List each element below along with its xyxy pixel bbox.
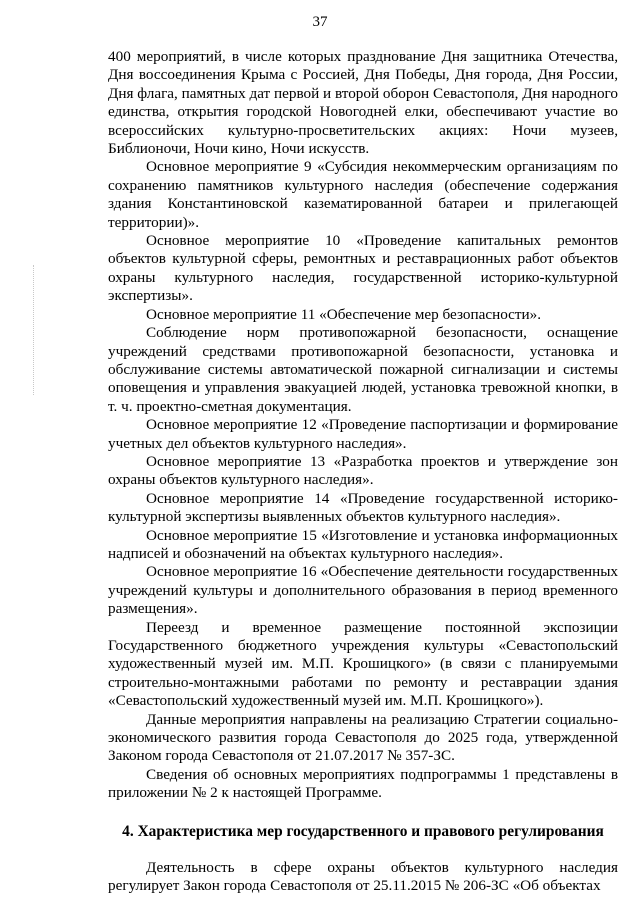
paragraph-measure-9: Основное мероприятие 9 «Субсидия некоммерческим организациям по сохранению памятников культурного наследия (обеспечение содержания здания Константиновской казематированной батареи и прилегающей территории)».: [108, 158, 618, 231]
paragraph-measure-16: Основное мероприятие 16 «Обеспечение деятельности государственных учреждений культуры и дополнительного образования в период временного размещения».: [108, 563, 618, 618]
page-number: 37: [312, 14, 328, 30]
paragraph-appendix-reference: Сведения об основных мероприятиях подпрограммы 1 представлены в приложении № 2 к настоящей Программе.: [108, 765, 618, 802]
paragraph-strategy: Данные мероприятия направлены на реализацию Стратегии социально-экономического развития города Севастополя до 2025 года, утвержденной Законом города Севастополя от 21.07.2017 № 357-ЗС.: [108, 710, 618, 765]
paragraph-museum-relocation: Переезд и временное размещение постоянной экспозиции Государственного бюджетного учреждения культуры «Севастопольский художественный музей им. М.П. Крошицкого» (в связи с планируемыми строительно-монтажными работами по ремонту и реставрации здания «Севастопольский художественный музей им. М.П. Крошицкого»).: [108, 618, 618, 710]
paragraph-measure-14: Основное мероприятие 14 «Проведение государственной историко-культурной экспертизы выявленных объектов культурного наследия».: [108, 489, 618, 526]
paragraph-measure-12: Основное мероприятие 12 «Проведение паспортизации и формирование учетных дел объектов культурного наследия».: [108, 416, 618, 452]
paragraph-measure-10: Основное мероприятие 10 «Проведение капитальных ремонтов объектов культурной сферы, ремонтных и реставрационных работ объектов охраны культурного наследия, государственной историко-культурной экспертизы».: [108, 232, 618, 305]
paragraph-continuation: 400 мероприятий, в числе которых празднование Дня защитника Отечества, Дня воссоединения Крыма с Россией, Дня Победы, Дня города, Дня России, Дня флага, памятных дат первой и второй оборон Севастополя, Дня народного единства, открытия городской Новогодней елки, обеспечивают участие во всероссийских культурно-просветительских акциях: Ночи музеев, Библионочи, Ночи кино, Ночи искусств.: [108, 48, 618, 158]
paragraph-measure-11: Основное мероприятие 11 «Обеспечение мер безопасности».: [146, 305, 542, 323]
paragraph-measure-15: Основное мероприятие 15 «Изготовление и установка информационных надписей и обозначений на объектах культурного наследия».: [108, 526, 618, 562]
section-heading: 4. Характеристика мер государственного и правового регулирования: [122, 822, 604, 840]
paragraph-fire-safety: Соблюдение норм противопожарной безопасности, оснащение учреждений средствами противопожарной безопасности, установка и обслуживание системы автоматической пожарной сигнализации и системы оповещения и управления эвакуацией людей, установка тревожной кнопки, в т. ч. проектно-сметная документация.: [108, 324, 618, 415]
paragraph-measure-13: Основное мероприятие 13 «Разработка проектов и утверждение зон охраны объектов культурного наследия».: [108, 452, 618, 489]
margin-line: [33, 265, 35, 395]
paragraph-section-4: Деятельность в сфере охраны объектов культурного наследия регулирует Закон города Севастополя от 25.11.2015 № 206-ЗС «Об объектах: [108, 859, 618, 895]
document-body: [108, 48, 618, 896]
